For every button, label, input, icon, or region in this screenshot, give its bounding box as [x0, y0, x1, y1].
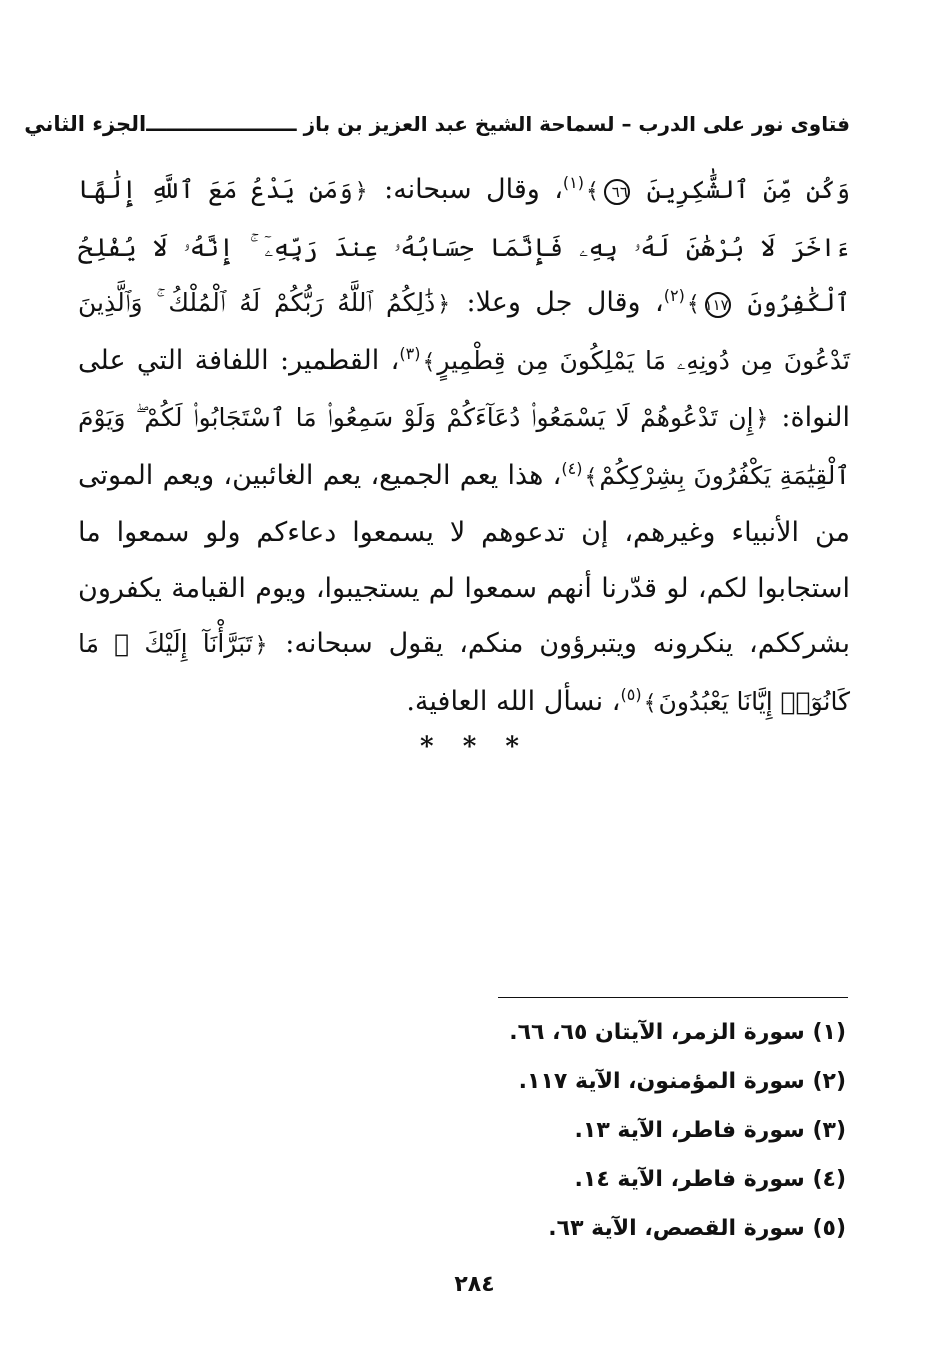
running-header: [24, 104, 850, 144]
footnote-ref: (٣): [399, 343, 421, 363]
body-text-segment: ، نسأل الله العافية.: [406, 685, 621, 717]
footnote-item: (٥) سورة القصص، الآية ٦٣.: [548, 1216, 846, 1241]
body-text-segment: ، وقال جل وعلا:: [466, 287, 664, 318]
paragraph: [78, 162, 850, 731]
footnote-divider: [498, 997, 848, 998]
ornate-bracket-close: ﴾: [643, 690, 657, 716]
ornate-bracket-open: ﴿: [437, 292, 451, 317]
ornate-bracket-close: ﴾: [586, 179, 599, 204]
ornate-bracket-open: ﴿: [254, 633, 268, 658]
verse-number-icon: ١١٧: [705, 292, 731, 318]
quran-verse: ذَٰلِكُمُ ٱللَّهُ رَبُّكُمْ لَهُ ٱلْمُلْكُ ۚ وَٱلَّذِينَ تَدْعُونَ مِن دُونِهِۦ مَا يَمْلِكُونَ مِن قِطْمِيرٍ: [78, 288, 851, 375]
main-text: [78, 162, 850, 731]
body-text-segment: ، القطمير: اللفافة التي على النواة:: [78, 344, 850, 433]
section-separator: * * *: [420, 732, 529, 762]
ornate-bracket-close: ﴾: [422, 349, 436, 375]
ornate-bracket-close: ﴾: [584, 464, 598, 490]
footnote-item: (٣) سورة فاطر، الآية ١٣.: [574, 1118, 846, 1143]
footnote-item: (٤) سورة فاطر، الآية ١٤.: [574, 1167, 846, 1192]
footnote-ref: (٢): [663, 286, 685, 305]
footnote-item: (٢) سورة المؤمنون، الآية ١١٧.: [518, 1069, 846, 1094]
body-text-segment: ، وقال سبحانه:: [384, 174, 563, 205]
body-text-segment: ، هذا يعم الجميع، يعم الغائبين، ويعم الموتى من الأنبياء وغيرهم، إن تدعوهم لا يسمعوا دعاءكم ولو سمعوا ما استجابوا لكم، لو قدّرنا أنهم سمعوا لم يستجيبوا، ويوم القيامة يكفرون بشرككم، ينكرونه ويتبرؤون منكم، يقول سبحانه:: [78, 459, 850, 659]
book-title: فتاوى نور على الدرب – لسماحة الشيخ عبد العزيز بن باز ــــــــــــــــــــــ: [146, 112, 850, 136]
footnote-ref: (٤): [561, 458, 583, 478]
quran-verse: وَمَن يَدْعُ مَعَ ٱللَّهِ إِلَٰهًا ءَاخَرَ لَا بُرْهَٰنَ لَهُۥ بِهِۦ فَإِنَّمَا حِسَابُهُۥ عِندَ رَبِّهِۦٓ ۚ إِنَّهُۥ لَا يُفْلِحُ ٱلْكَٰفِرُونَ ١١٧: [78, 175, 851, 317]
ornate-bracket-close: ﴾: [686, 292, 700, 317]
verse-number-icon: ٦٦: [604, 179, 630, 205]
ornate-bracket-open: ﴿: [755, 407, 769, 432]
ornate-bracket-open: ﴿: [354, 179, 368, 204]
footnotes: [400, 1008, 846, 1253]
quran-verse: وَكُن مِّنَ ٱلشَّٰكِرِينَ ٦٦: [601, 175, 850, 204]
footnote-ref: (١): [562, 173, 585, 192]
quran-verse: تَبَرَّأْنَآ إِلَيْكَ ۖ مَا كَانُوٓا۟ إِيَّانَا يَعْبُدُونَ: [78, 629, 850, 716]
footnote-ref: (٥): [620, 684, 642, 704]
footnote-item: (١) سورة الزمر، الآيتان ٦٥، ٦٦.: [509, 1020, 846, 1045]
volume-label: الجزء الثاني: [24, 112, 147, 136]
page-number: ٢٨٤: [454, 1272, 495, 1297]
quran-verse: إِن تَدْعُوهُمْ لَا يَسْمَعُوا۟ دُعَآءَكُمْ وَلَوْ سَمِعُوا۟ مَا ٱسْتَجَابُوا۟ لَكُمْ ۖ وَيَوْمَ ٱلْقِيَٰمَةِ يَكْفُرُونَ بِشِرْكِكُمْ: [78, 403, 850, 490]
